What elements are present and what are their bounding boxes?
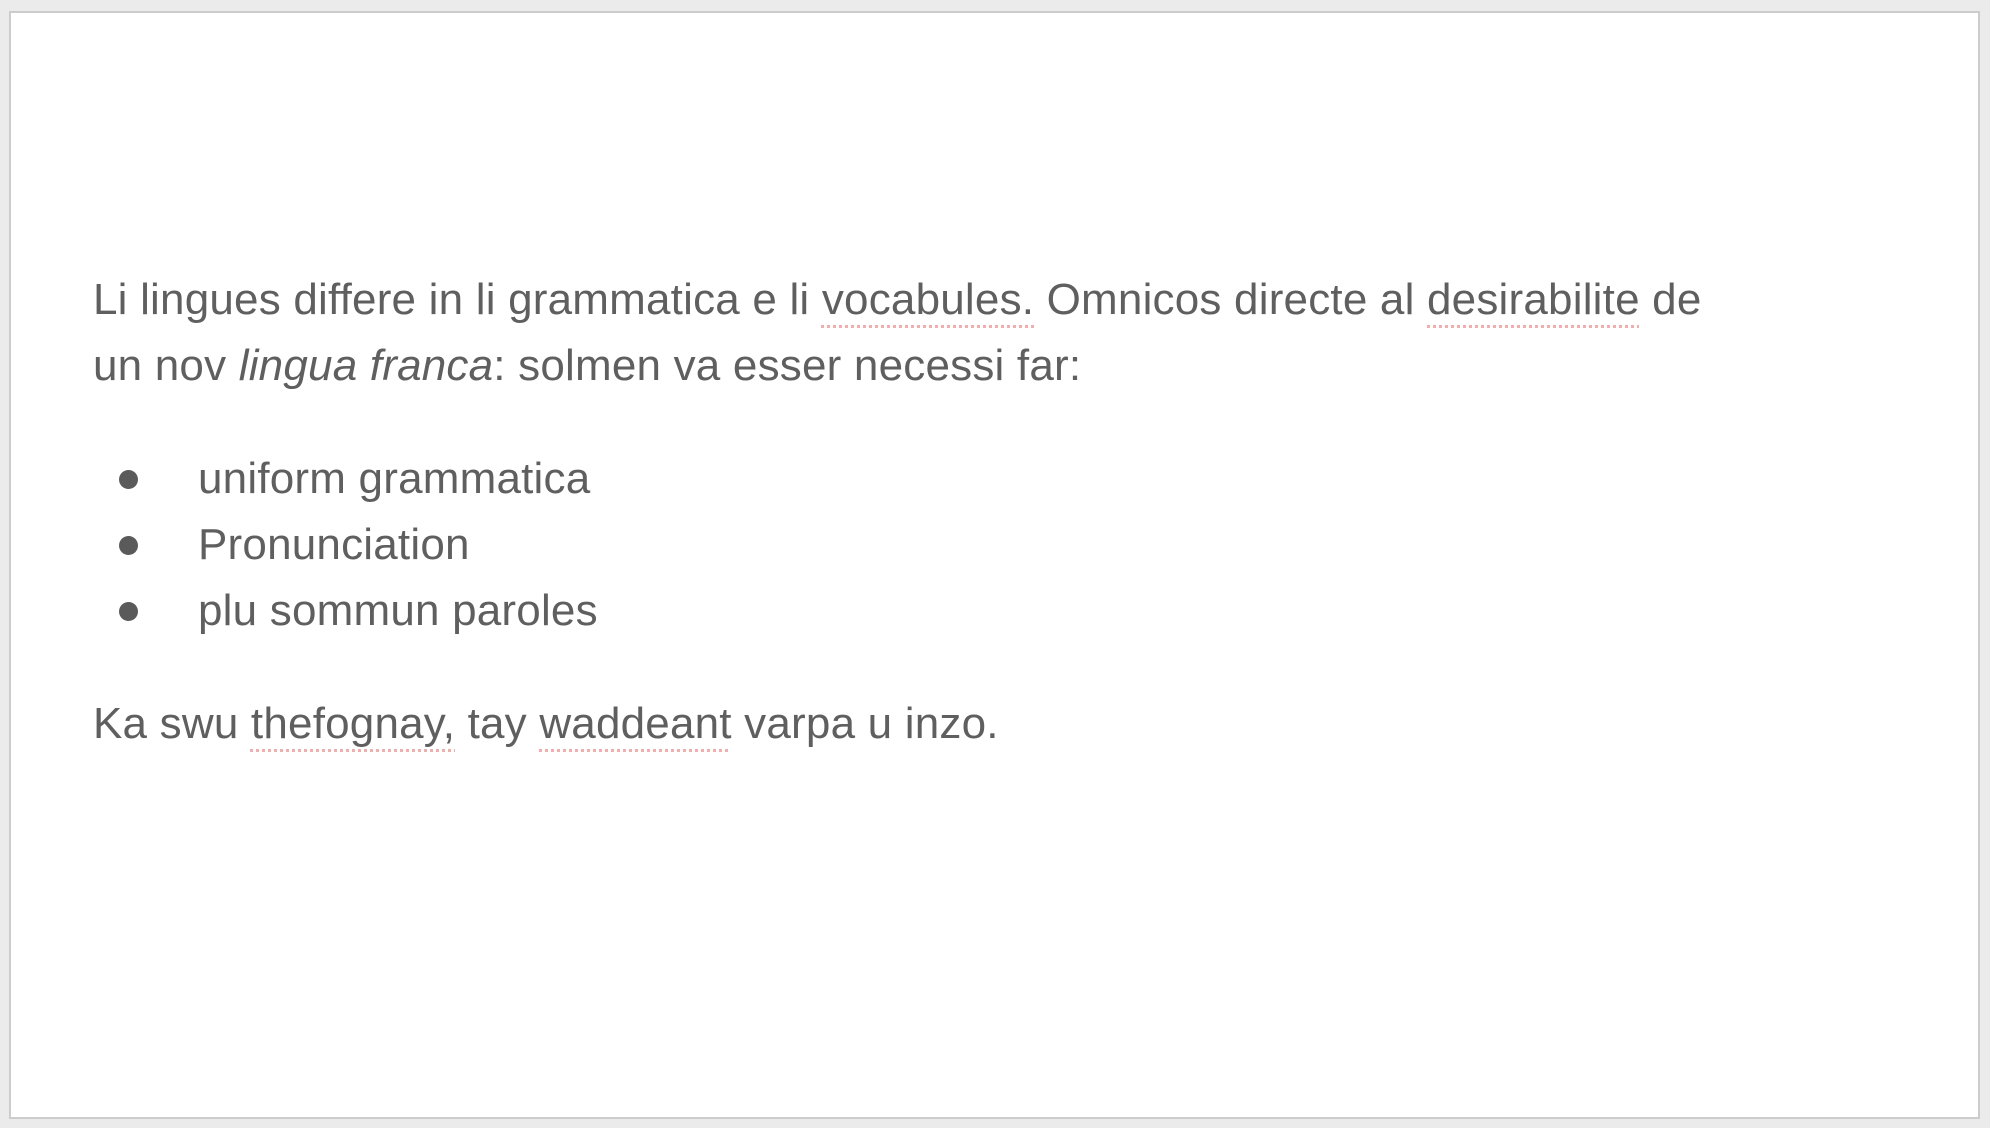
text-segment: : solmen va esser necessi far: xyxy=(493,341,1082,390)
text-segment: un nov xyxy=(93,341,239,390)
text-segment: Ka swu xyxy=(93,699,251,748)
misspelled-word: thefognay, xyxy=(250,699,456,748)
text-segment: de xyxy=(1639,275,1702,324)
italic-phrase: lingua franca xyxy=(238,341,494,390)
misspelled-word: vocabules. xyxy=(821,275,1035,324)
text-segment: tay xyxy=(455,699,540,748)
body-text-block xyxy=(93,267,1933,757)
bullet-item: Pronunciation xyxy=(93,512,1933,578)
slide-page xyxy=(9,11,1980,1119)
bullet-list xyxy=(93,446,1933,644)
text-segment: Li lingues differe in li grammatica e li xyxy=(93,275,822,324)
paragraph-intro xyxy=(93,267,1933,399)
misspelled-word: desirabilite xyxy=(1427,275,1640,324)
bullet-item: uniform grammatica xyxy=(93,446,1933,512)
text-segment: Omnicos directe al xyxy=(1034,275,1428,324)
text-segment: varpa u inzo. xyxy=(731,699,999,748)
misspelled-word: waddeant xyxy=(539,699,732,748)
bullet-item: plu sommun paroles xyxy=(93,578,1933,644)
paragraph-closing xyxy=(93,691,1933,757)
